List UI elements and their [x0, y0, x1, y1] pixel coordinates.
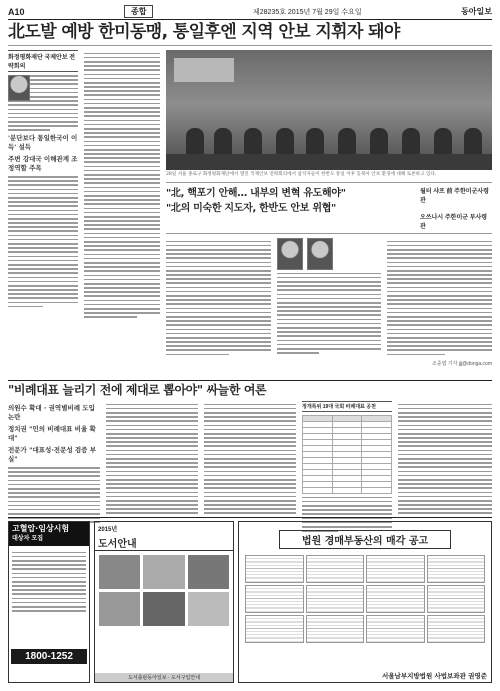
subheading-2: 주변 강대국 이해관계 조정역할 주목: [8, 155, 78, 173]
quote-2: "北의 미숙한 지도자, 한반도 안보 위협": [166, 203, 336, 214]
photo-block: [166, 50, 492, 367]
paper-name: 동아일보: [461, 7, 492, 16]
speaker-1: 월터 샤프 前 주한미군사령관: [420, 189, 489, 204]
ad2-year: 2015년: [98, 527, 118, 533]
main-headline: 北도발 예방 한미동맹, 통일후엔 지역 안보 지휘자 돼야: [8, 20, 492, 46]
second-sub-2: 정치권 "민의 비례대표 비율 확대": [8, 425, 96, 442]
second-story-col-2: [106, 401, 198, 521]
second-sub-1: 의원수 확대 · 권역별비례 도입 논란: [8, 404, 95, 421]
section-label: 종합: [124, 5, 153, 18]
ad3-title: 법원 경매부동산의 매각 공고: [279, 530, 451, 549]
second-story-col-5: [398, 401, 492, 521]
main-story-col-1: [8, 50, 78, 310]
ad2-book-grid: [95, 551, 233, 630]
main-story-col-2: [84, 50, 160, 321]
quote-box: [166, 182, 492, 234]
advertisement-area: [8, 517, 492, 685]
conference-photo: [166, 50, 492, 170]
second-sub-3: 전문가 "대표성·전문성 검증 부실": [8, 446, 96, 463]
ad2-footer: 도서출판동아일보 · 도서구입안내: [95, 673, 233, 682]
ad1-body: [9, 546, 89, 617]
page-header: [8, 6, 492, 20]
body-text: [277, 273, 382, 354]
lower-columns: [166, 238, 492, 358]
speaker-2: 오쓰나시 주한미군 부사령관: [420, 215, 488, 230]
ad2-title: 도서안내: [95, 535, 233, 551]
byline: 조종엽 기자 jjj@donga.com: [431, 360, 492, 367]
body-text: [8, 176, 78, 307]
ad1-title: 고혈압·임상시험: [12, 524, 70, 533]
body-text: [387, 238, 492, 358]
ad-clinical-trial[interactable]: [8, 521, 90, 683]
data-table-block: [302, 401, 392, 534]
ad3-footer: 서울남부지방법원 사법보좌관 권영준: [382, 672, 487, 680]
story-kicker: 화정평화재단 국제안보 전략회의: [8, 50, 78, 72]
data-table: [302, 415, 392, 494]
quote-1: "北, 핵포기 안해… 내부의 변혁 유도해야": [166, 188, 346, 199]
table-title: 정개특위 19대 국회 비례대표 공천: [302, 401, 392, 412]
ad-court-auction[interactable]: [238, 521, 492, 683]
ad1-subtitle: 대상자 모집: [12, 535, 44, 542]
ad1-phone: 1800-1252: [11, 649, 87, 664]
page-number: A10: [8, 6, 25, 17]
subheading-1: '분단보다 통일한국이 이득' 설득: [8, 134, 78, 152]
ad-book-guide[interactable]: [94, 521, 234, 683]
body-text: [166, 238, 271, 358]
second-story-col-1: [8, 401, 100, 530]
headshot-1: [277, 238, 303, 270]
photo-caption: 28일 서울 종로구 화정평화재단에서 열린 국제안보 전략회의에서 참석자들이 한반도 통일 이후 동북아 안보 환경에 대해 토론하고 있다.: [166, 172, 437, 177]
date-line: 제28235호 2015년 7월 29일 수요일: [252, 8, 362, 16]
main-story: [8, 50, 492, 380]
headshot-2: [307, 238, 333, 270]
second-story-col-3: [204, 401, 296, 521]
second-headline: "비례대표 늘리기 전에 제대로 뽑아야" 싸늘한 여론: [8, 383, 267, 397]
ad3-listing-grid: [239, 553, 491, 645]
author-photo: [8, 75, 30, 101]
